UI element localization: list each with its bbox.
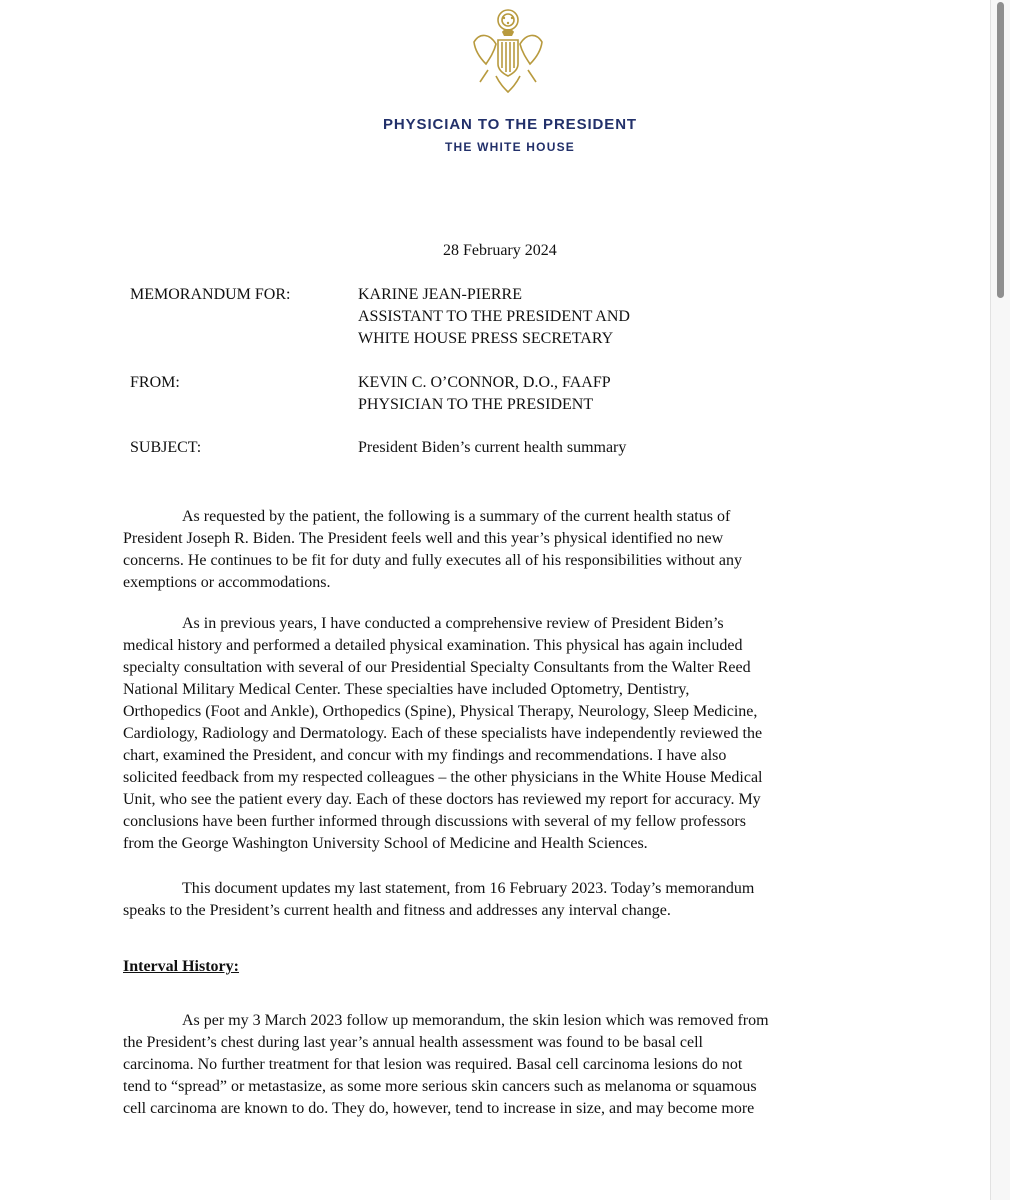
- great-seal-eagle-icon: [466, 6, 550, 96]
- memo-from-line: PHYSICIAN TO THE PRESIDENT: [358, 396, 594, 413]
- section-heading-interval-history: Interval History:: [123, 958, 239, 975]
- text-line: National Military Medical Center. These specialties have included Optometry, Dentistry,: [123, 681, 690, 698]
- paragraph-update: [123, 878, 913, 922]
- text-line: medical history and performed a detailed physical examination. This physical has again included: [123, 637, 743, 654]
- text-line: speaks to the President’s current health and fitness and addresses any interval change.: [123, 902, 671, 919]
- text-line: Cardiology, Radiology and Dermatology. Each of these specialists have independently reviewed the: [123, 725, 763, 742]
- memo-for-line: ASSISTANT TO THE PRESIDENT AND: [358, 308, 630, 325]
- text-line: exemptions or accommodations.: [123, 574, 331, 591]
- text-line: tend to “spread” or metastasize, as some more serious skin cancers such as melanoma or squamous: [123, 1078, 757, 1095]
- text-line: Orthopedics (Foot and Ankle), Orthopedics (Spine), Physical Therapy, Neurology, Sleep Medicine,: [123, 703, 758, 720]
- vertical-scrollbar[interactable]: [990, 0, 1010, 1200]
- paragraph-interval-history: [123, 1010, 913, 1120]
- text-line: specialty consultation with several of our Presidential Specialty Consultants from the Walter Reed: [123, 659, 751, 676]
- memo-from-label: FROM:: [130, 374, 180, 391]
- text-line: chart, examined the President, and concur with my findings and recommendations. I have also: [123, 747, 727, 764]
- memo-date: 28 February 2024: [443, 242, 557, 259]
- text-line: President Joseph R. Biden. The President feels well and this year’s physical identified no new: [123, 530, 724, 547]
- paragraph-review: [123, 613, 913, 855]
- text-line: carcinoma. No further treatment for that lesion was required. Basal cell carcinoma lesions do not: [123, 1056, 743, 1073]
- text-line: solicited feedback from my respected colleagues – the other physicians in the White House Medical: [123, 769, 763, 786]
- text-line: As requested by the patient, the following is a summary of the current health status of: [182, 508, 731, 525]
- paragraph-health-status: [123, 506, 913, 594]
- memo-subject: President Biden’s current health summary: [358, 439, 627, 456]
- memo-for-line: WHITE HOUSE PRESS SECRETARY: [358, 330, 614, 347]
- memo-from-line: KEVIN C. O’CONNOR, D.O., FAAFP: [358, 374, 611, 391]
- scrollbar-thumb[interactable]: [997, 2, 1004, 298]
- text-line: cell carcinoma are known to do. They do, however, tend to increase in size, and may become more: [123, 1100, 755, 1117]
- text-line: from the George Washington University School of Medicine and Health Sciences.: [123, 835, 648, 852]
- text-line: the President’s chest during last year’s annual health assessment was found to be basal cell: [123, 1034, 703, 1051]
- memo-for-line: KARINE JEAN-PIERRE: [358, 286, 522, 303]
- text-line: As per my 3 March 2023 follow up memorandum, the skin lesion which was removed from: [182, 1012, 769, 1029]
- text-line: Unit, who see the patient every day. Each of these doctors has reviewed my report for accuracy. My: [123, 791, 761, 808]
- text-line: As in previous years, I have conducted a comprehensive review of President Biden’s: [182, 615, 724, 632]
- letterhead-house: THE WHITE HOUSE: [444, 140, 575, 154]
- text-line: This document updates my last statement, from 16 February 2023. Today’s memorandum: [182, 880, 755, 897]
- text-line: concerns. He continues to be fit for duty and fully executes all of his responsibilities without any: [123, 552, 742, 569]
- text-line: conclusions have been further informed through discussions with several of my fellow professors: [123, 813, 746, 830]
- memo-subject-label: SUBJECT:: [130, 439, 202, 456]
- letterhead-office: PHYSICIAN TO THE PRESIDENT: [383, 116, 637, 133]
- memo-for-label: MEMORANDUM FOR:: [130, 286, 291, 303]
